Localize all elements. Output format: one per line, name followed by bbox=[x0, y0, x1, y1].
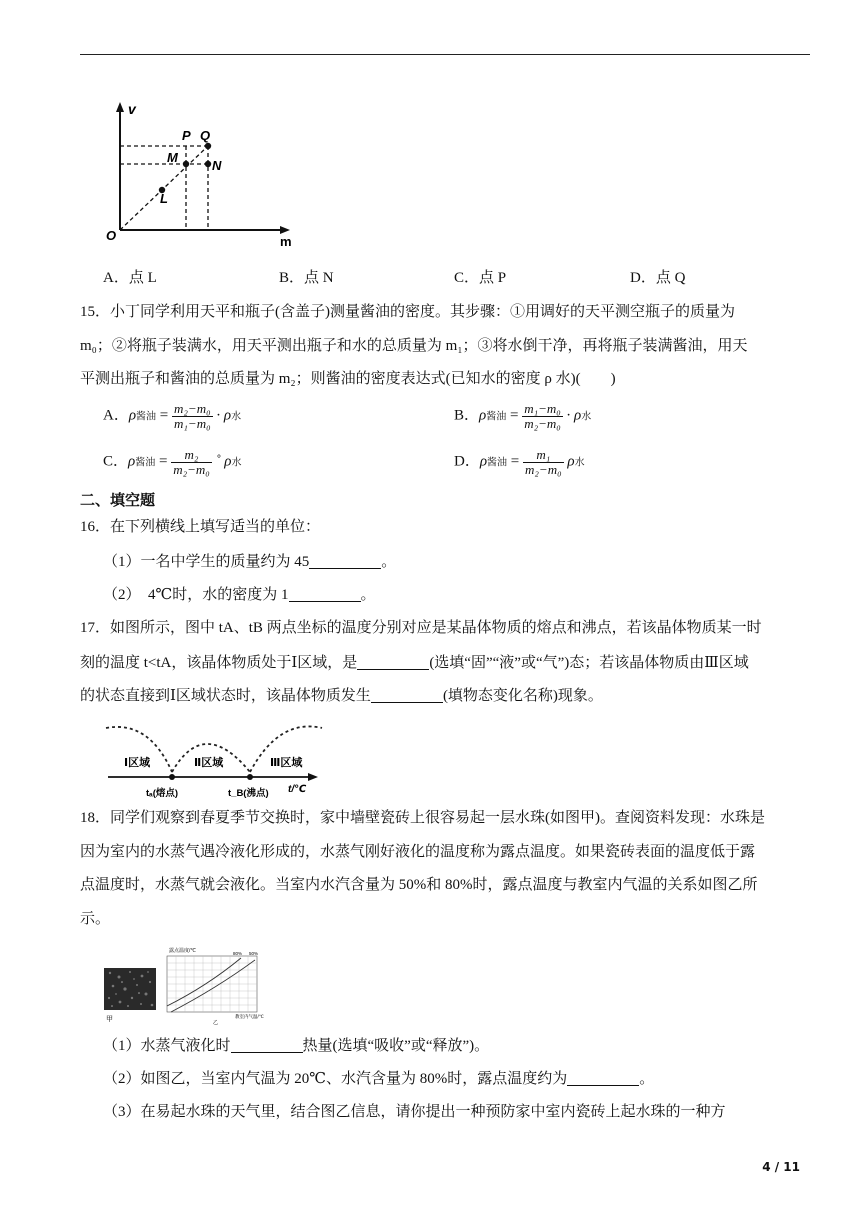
rho-water-subscript: 水 bbox=[231, 411, 242, 423]
rho-symbol: ρ bbox=[128, 453, 136, 470]
q18-item1 bbox=[103, 1038, 489, 1054]
answer-blank[interactable] bbox=[309, 554, 381, 569]
rho-symbol: ρ bbox=[128, 407, 137, 424]
q14-option-b: B．点 N bbox=[279, 270, 334, 286]
fraction bbox=[172, 402, 213, 430]
q17-line1: 17．如图所示，图中 tA、tB 两点坐标的温度分别对应是某晶体物质的熔点和沸点，若该晶体物质某一时 bbox=[80, 620, 762, 636]
fraction bbox=[171, 448, 212, 476]
numerator: m₁ bbox=[523, 448, 564, 463]
q15-line3: 平测出瓶子和酱油的总质量为 m₂；则酱油的密度表达式(已知水的密度 ρ 水)( ) bbox=[80, 371, 616, 387]
q15-option-d: D．ρ酱油 = $\frac{\text{m₁}}{\text{m₂−m₀}}$ ρ水 bbox=[454, 447, 585, 477]
droplet-photo bbox=[104, 968, 156, 1024]
rho-symbol: ρ bbox=[479, 453, 488, 470]
rho-water-subscript: 水 bbox=[231, 457, 242, 469]
rho-water: ρ bbox=[567, 453, 575, 470]
rho-symbol: ρ bbox=[479, 407, 487, 424]
chart-y-title: 露点温度/℃ bbox=[169, 948, 197, 954]
item-text-end: 。 bbox=[360, 587, 376, 603]
region-2-label: Ⅱ区域 bbox=[194, 757, 224, 769]
option-letter: A． bbox=[103, 407, 129, 424]
rho-subscript: 酱油 bbox=[486, 411, 507, 423]
item-text: （1）一名中学生的质量约为 45 bbox=[103, 554, 310, 570]
y-axis-label: v bbox=[128, 101, 136, 117]
q18-line2: 因为室内的水蒸气遇冷液化形成的，水蒸气刚好液化的温度称为露点温度。如果瓷砖表面的温度低于露 bbox=[80, 844, 756, 860]
origin-label: O bbox=[106, 228, 117, 243]
q16-item1 bbox=[103, 554, 396, 570]
q14-option-d: D．点 Q bbox=[630, 270, 686, 286]
line-text-end: (选填“固”“液”或“气”)态；若该晶体物质由Ⅲ区域 bbox=[429, 655, 749, 671]
q15-option-a: A．ρ酱油 = $\frac{\text{m₂−m₀}}{\text{m₁−m₀}}$ · ρ水 bbox=[103, 401, 242, 431]
series-80-label: 80% bbox=[233, 951, 243, 956]
rho-water: · ρ bbox=[216, 407, 232, 424]
rho-water: · ρ bbox=[566, 407, 582, 424]
q15-line2: m₀；②将瓶子装满水，用天平测出瓶子和水的总质量为 m₁；③将水倒干净，再将瓶子装满酱油，用天 bbox=[80, 338, 748, 354]
series-50-label: 50% bbox=[249, 951, 259, 956]
q18-item3: （3）在易起水珠的天气里，结合图乙信息，请你提出一种预防家中室内瓷砖上起水珠的一种方 bbox=[103, 1104, 726, 1120]
fraction bbox=[523, 448, 564, 476]
region-3-label: Ⅲ区域 bbox=[270, 757, 303, 769]
figure-yi-label: 乙 bbox=[213, 1020, 219, 1026]
rho-subscript: 酱油 bbox=[135, 457, 156, 469]
point-Q: Q bbox=[200, 128, 211, 143]
q14-vm-graph bbox=[104, 98, 300, 248]
rho-water-subscript: 水 bbox=[581, 411, 592, 423]
chart-x-title: 教室内气温/℃ bbox=[235, 1014, 264, 1019]
line-text: 刻的温度 t<tA，该晶体物质处于Ⅰ区域，是 bbox=[80, 655, 358, 671]
fraction bbox=[522, 402, 563, 430]
figure-jia-label: 甲 bbox=[106, 1016, 113, 1023]
q16-item2 bbox=[103, 587, 376, 603]
denominator: m₂−m₀ bbox=[173, 461, 210, 477]
q15-option-c: C．ρ酱油 = $\frac{\text{m₂}}{\text{m₂−m₀}}$ ˚ ρ水 bbox=[103, 447, 242, 477]
answer-blank[interactable] bbox=[357, 655, 429, 670]
item-text: （2） 4℃时，水的密度为 1 bbox=[103, 587, 289, 603]
q15-line1: 15．小丁同学利用天平和瓶子(含盖子)测量酱油的密度。其步骤：①用调好的天平测空瓶子的质量为 bbox=[80, 304, 735, 320]
page-number: 4 / 11 bbox=[762, 1160, 800, 1174]
dew-point-chart bbox=[157, 946, 269, 1028]
q18-line4: 示。 bbox=[80, 911, 111, 927]
q15-option-b: B．ρ酱油 = $\frac{\text{m₁−m₀}}{\text{m₂−m₀}}$ · ρ水 bbox=[454, 401, 592, 431]
answer-blank[interactable] bbox=[231, 1038, 303, 1053]
tB-label: t_B(沸点) bbox=[228, 788, 269, 799]
point-P: P bbox=[182, 128, 191, 143]
q17-state-diagram bbox=[104, 722, 326, 802]
denominator: m₂−m₀ bbox=[525, 461, 562, 477]
temperature-axis-label: t/℃ bbox=[288, 784, 307, 795]
q18-line3: 点温度时，水蒸气就会液化。当室内水汽含量为 50%和 80%时，露点温度与教室内气温的关系如图乙所 bbox=[80, 877, 758, 893]
section-heading: 二、填空题 bbox=[80, 491, 156, 509]
q18-line1: 18．同学们观察到春夏季节交换时，家中墙壁瓷砖上很容易起一层水珠(如图甲)。查阅资料发现：水珠是 bbox=[80, 810, 765, 826]
region-1-label: Ⅰ区域 bbox=[124, 757, 151, 769]
numerator: m₂ bbox=[171, 448, 212, 463]
denominator: m₁−m₀ bbox=[174, 415, 211, 431]
denominator: m₂−m₀ bbox=[524, 415, 561, 431]
answer-blank[interactable] bbox=[567, 1071, 639, 1086]
point-L: L bbox=[160, 191, 168, 206]
item-text: （1）水蒸气液化时 bbox=[103, 1038, 231, 1054]
header-rule bbox=[80, 54, 810, 55]
q17-line3 bbox=[80, 688, 603, 704]
item-text-end: 热量(选填“吸收”或“释放”)。 bbox=[302, 1038, 490, 1054]
option-letter: B． bbox=[454, 407, 480, 424]
line-text: 的状态直接到Ⅰ区域状态时，该晶体物质发生 bbox=[80, 688, 371, 704]
q17-line2 bbox=[80, 655, 749, 671]
x-axis-label: m bbox=[280, 234, 292, 248]
numerator: m₁−m₀ bbox=[524, 401, 561, 416]
numerator: m₂−m₀ bbox=[174, 401, 211, 416]
tA-label: tₐ(熔点) bbox=[146, 788, 179, 799]
answer-blank[interactable] bbox=[371, 688, 443, 703]
item-text-end: 。 bbox=[639, 1071, 655, 1087]
rho-subscript: 酱油 bbox=[136, 411, 157, 423]
q18-item2 bbox=[103, 1071, 654, 1087]
q14-option-c: C．点 P bbox=[454, 270, 507, 286]
rho-subscript: 酱油 bbox=[487, 457, 508, 469]
item-text-end: 。 bbox=[381, 554, 397, 570]
answer-blank[interactable] bbox=[289, 587, 361, 602]
point-M: M bbox=[167, 150, 178, 165]
option-letter: D． bbox=[454, 453, 480, 470]
q14-option-a: A．点 L bbox=[103, 270, 157, 286]
rho-water-subscript: 水 bbox=[574, 457, 585, 469]
rho-water: ˚ ρ bbox=[215, 453, 232, 470]
item-text: （2）如图乙，当室内气温为 20℃、水汽含量为 80%时，露点温度约为 bbox=[103, 1071, 568, 1087]
line-text-end: (填物态变化名称)现象。 bbox=[442, 688, 603, 704]
option-letter: C． bbox=[103, 453, 129, 470]
point-N: N bbox=[212, 158, 222, 173]
q16-stem: 16．在下列横线上填写适当的单位： bbox=[80, 519, 321, 535]
